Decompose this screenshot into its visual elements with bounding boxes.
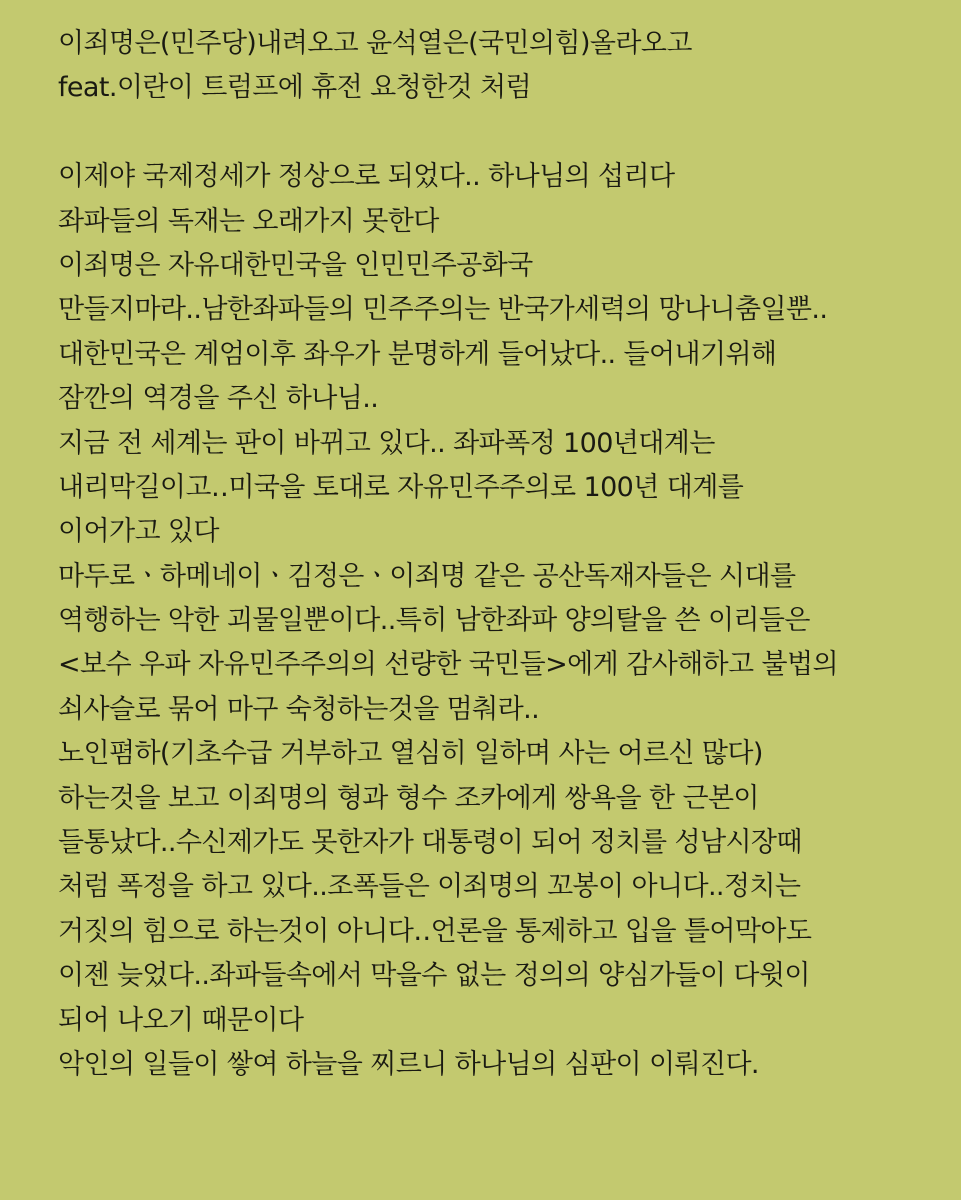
text-line: 이죄명은(민주당)내려오고 윤석열은(국민의힘)올라오고 xyxy=(58,28,692,59)
text-line: 악인의 일들이 쌓여 하늘을 찌르니 하나님의 심판이 이뤄진다. xyxy=(58,1048,759,1080)
text-line: 거짓의 힘으로 하는것이 아니다‥언론을 통제하고 입을 틀어막아도 xyxy=(58,915,812,947)
text-line: 역행하는 악한 괴물일뿐이다..특히 남한좌파 양의탈을 쓴 이리들은 xyxy=(58,605,810,637)
text-line: <보수 우파 자유민주주의의 선량한 국민들>에게 감사해하고 불법의 xyxy=(58,649,838,681)
text-line: 이제야 국제정세가 정상으로 되었다.. 하나님의 섭리다 xyxy=(58,161,675,193)
text-line: 하는것을 보고 이죄명의 형과 형수 조카에게 쌍욕을 한 근본이 xyxy=(58,782,759,814)
text-line: 마두로ㆍ하메네이ㆍ김정은ㆍ이죄명 같은 공산독재자들은 시대를 xyxy=(58,560,796,592)
text-line: 이죄명은 자유대한민국을 인민민주공화국 xyxy=(58,249,533,281)
blank-line xyxy=(58,111,951,155)
text-line: 내리막길이고‥미국을 토대로 자유민주주의로 100년 대계를 xyxy=(58,471,744,503)
text-line: 지금 전 세계는 판이 바뀌고 있다.. 좌파폭정 100년대계는 xyxy=(58,427,715,459)
text-line: 들통났다..수신제가도 못한자가 대통령이 되어 정치를 성남시장때 xyxy=(58,827,802,859)
text-line: 이어가고 있다 xyxy=(58,516,219,548)
text-line: 대한민국은 계엄이후 좌우가 분명하게 들어났다.. 들어내기위해 xyxy=(58,338,777,370)
text-line: 좌파들의 독재는 오래가지 못한다 xyxy=(58,205,439,237)
text-line: 노인폄하(기초수급 거부하고 열심히 일하며 사는 어르신 많다) xyxy=(58,738,763,770)
text-line: 처럼 폭정을 하고 있다..조폭들은 이죄명의 꼬봉이 아니다..정치는 xyxy=(58,871,801,903)
text-line: 이젠 늦었다..좌파들속에서 막을수 없는 정의의 양심가들이 다윗이 xyxy=(58,960,810,992)
text-line: 되어 나오기 때문이다 xyxy=(58,1004,304,1036)
text-line: 잠깐의 역경을 주신 하나님.. xyxy=(58,383,379,415)
text-line: 쇠사슬로 묶어 마구 숙청하는것을 멈춰라.. xyxy=(58,693,540,725)
text-line: 만들지마라..남한좌파들의 민주주의는 반국가세력의 망나니춤일뿐.. xyxy=(58,294,828,326)
text-line: feat.이란이 트럼프에 휴전 요청한것 처럼 xyxy=(58,72,531,104)
